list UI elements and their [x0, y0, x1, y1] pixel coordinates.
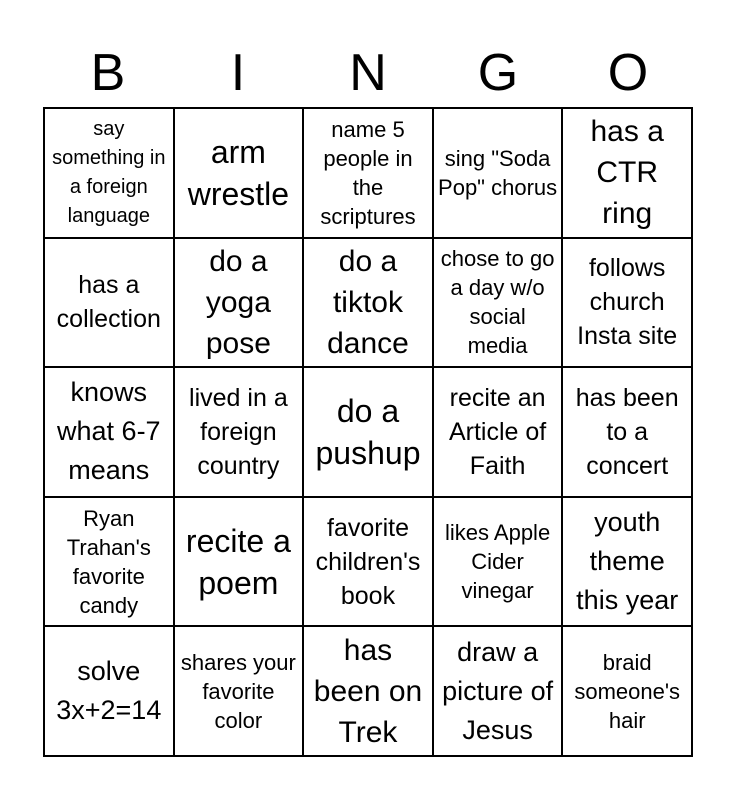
header-letter-i: I [230, 44, 246, 102]
bingo-cell[interactable] [563, 498, 693, 628]
bingo-cell[interactable] [304, 368, 434, 498]
bingo-cell[interactable] [563, 368, 693, 498]
cell-text: follows church Insta site [577, 254, 678, 351]
cell-text: has a CTR ring [590, 115, 664, 231]
header-letter-n: N [349, 44, 387, 102]
cell-text: do a pushup [315, 392, 421, 471]
header-letter-g: G [477, 44, 519, 102]
cell-text: likes Apple Cider vinegar [445, 520, 551, 604]
cell-text: youth theme this year [576, 507, 679, 616]
bingo-cell[interactable] [304, 109, 434, 239]
cell-text: shares your favorite color [180, 649, 296, 733]
header-letter-o: O [607, 44, 649, 102]
bingo-cell[interactable] [175, 368, 305, 498]
bingo-cell[interactable] [434, 627, 564, 757]
cell-text: braid someone's hair [574, 649, 681, 733]
bingo-cell[interactable] [434, 498, 564, 628]
cell-text: knows what 6-7 means [57, 377, 161, 486]
bingo-cell[interactable] [563, 239, 693, 369]
bingo-header [43, 38, 693, 108]
cell-text: do a yoga pose [205, 244, 271, 360]
cell-text: chose to go a day w/o social media [440, 246, 555, 359]
cell-text: recite an Article of Faith [448, 383, 547, 480]
bingo-cell[interactable] [45, 368, 175, 498]
bingo-cell[interactable] [304, 627, 434, 757]
bingo-cell[interactable] [175, 627, 305, 757]
bingo-grid [43, 107, 693, 757]
cell-text: say something in a foreign language [52, 117, 166, 227]
bingo-cell[interactable] [304, 498, 434, 628]
bingo-cell[interactable] [175, 239, 305, 369]
bingo-cell[interactable] [45, 239, 175, 369]
bingo-cell[interactable] [434, 368, 564, 498]
cell-text: name 5 people in the scriptures [320, 116, 416, 229]
bingo-cell[interactable] [304, 239, 434, 369]
bingo-cell[interactable] [563, 109, 693, 239]
cell-text: has been on Trek [313, 633, 423, 749]
bingo-cell[interactable] [175, 498, 305, 628]
cell-text: has a collection [56, 271, 161, 334]
bingo-cell[interactable] [434, 239, 564, 369]
bingo-cell[interactable] [45, 498, 175, 628]
cell-text: Ryan Trahan's favorite candy [66, 505, 151, 618]
bingo-cell[interactable] [175, 109, 305, 239]
bingo-cell[interactable] [45, 627, 175, 757]
bingo-cell[interactable] [434, 109, 564, 239]
cell-text: lived in a foreign country [189, 383, 288, 480]
cell-text: draw a picture of Jesus [442, 636, 554, 745]
cell-text: do a tiktok dance [327, 244, 409, 360]
cell-text: recite a poem [185, 522, 291, 601]
cell-text: arm wrestle [187, 133, 290, 212]
cell-text: solve 3x+2=14 [56, 656, 162, 726]
cell-text: sing "Soda Pop" chorus [438, 145, 558, 200]
bingo-cell[interactable] [563, 627, 693, 757]
header-letter-b: B [90, 44, 126, 102]
cell-text: has been to a concert [575, 383, 679, 480]
cell-text: favorite children's book [315, 513, 421, 610]
bingo-cell[interactable] [45, 109, 175, 239]
